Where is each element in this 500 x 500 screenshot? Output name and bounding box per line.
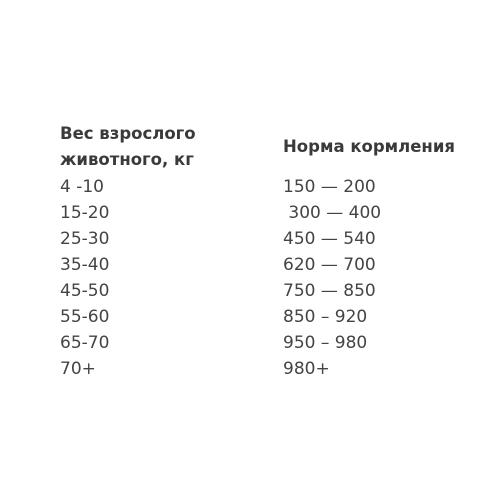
weight-cell: 15-20: [60, 203, 110, 223]
table-row: [60, 356, 460, 382]
norm-cell: 620 — 700: [283, 255, 376, 275]
table-row: [60, 174, 460, 200]
weight-cell: 70+: [60, 359, 96, 379]
norm-column-header: Норма кормления: [283, 137, 455, 156]
norm-cell: 850 – 920: [283, 307, 368, 327]
weight-cell: 45-50: [60, 281, 110, 301]
table-row: [60, 226, 460, 252]
weight-column-header: Вес взрослого животного, кг: [60, 124, 196, 169]
weight-cell: 55-60: [60, 307, 110, 327]
feeding-table: [60, 120, 460, 382]
weight-cell: 4 -10: [60, 177, 104, 197]
norm-cell: 300 — 400: [283, 203, 382, 223]
weight-cell: 65-70: [60, 333, 110, 353]
table-row: [60, 304, 460, 330]
norm-cell: 950 – 980: [283, 333, 368, 353]
table-row: [60, 330, 460, 356]
table-row: [60, 252, 460, 278]
weight-cell: 35-40: [60, 255, 110, 275]
norm-cell: 980+: [283, 359, 330, 379]
table-row: [60, 278, 460, 304]
table-row: [60, 200, 460, 226]
norm-cell: 450 — 540: [283, 229, 376, 249]
table-header-row: [60, 120, 460, 174]
norm-cell: 150 — 200: [283, 177, 376, 197]
norm-cell: 750 — 850: [283, 281, 376, 301]
weight-cell: 25-30: [60, 229, 110, 249]
